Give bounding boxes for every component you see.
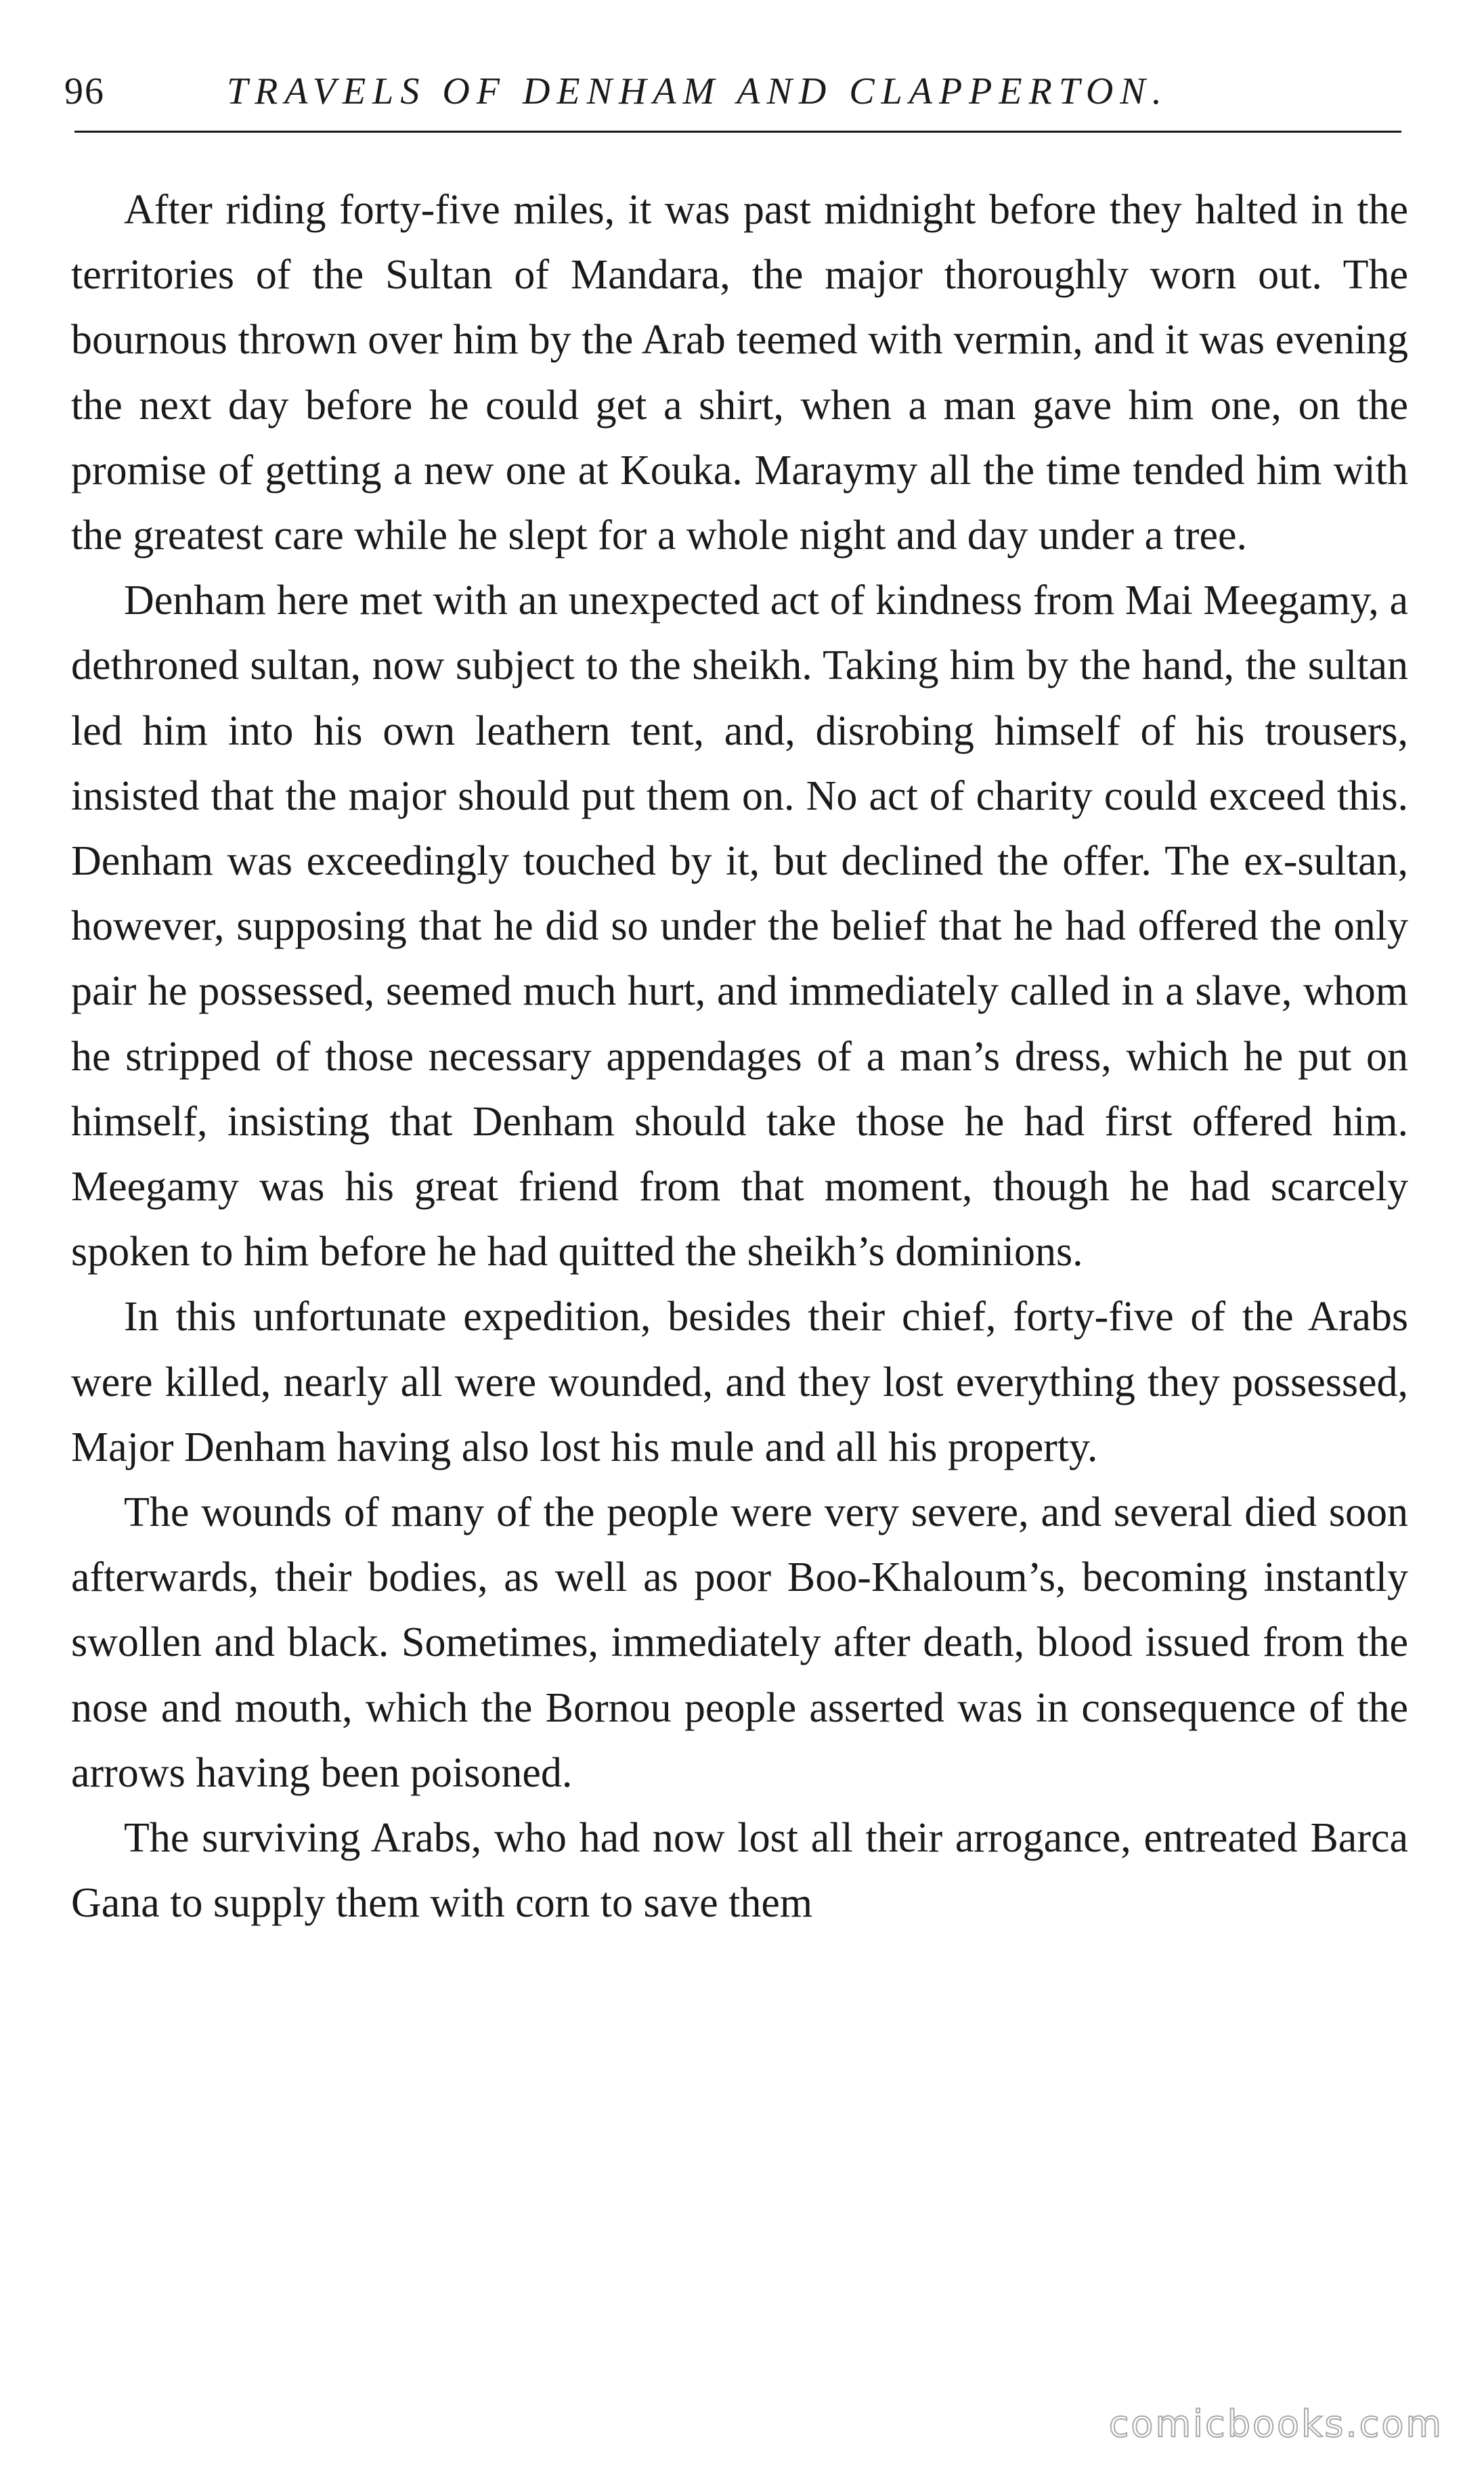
header-rule [74, 131, 1401, 133]
running-head [64, 64, 1425, 118]
paragraph: In this unfortunate expedition, besides their chief, forty-five of the Arabs were killed, nearly all were wounded, and they lost everything they possessed, Major Denham having also lost his mule and all his property. [71, 1294, 1408, 1470]
watermark: comicbooks.com [1108, 2403, 1443, 2445]
body-text [71, 177, 1408, 1936]
running-title: TRAVELS OF DENHAM AND CLAPPERTON. [227, 70, 1169, 112]
page-number: 96 [64, 70, 105, 112]
paragraph: After riding forty-five miles, it was past midnight before they halted in the territories of the Sultan of Mandara, the major thoroughly worn out. The bournous thrown over him by the Arab teemed with vermin, and it was evening the next day before he could get a shirt, when a man gave him one, on the promise of getting a new one at Kouka. Maraymy all the time tended him with the greatest care while he slept for a whole night and day under a tree. [71, 187, 1408, 559]
paragraph: Denham here met with an unexpected act of kindness from Mai Meegamy, a dethroned sultan, now subject to the sheikh. Taking him by the hand, the sultan led him into his own leathern tent, and, disrobing himself of his trousers, insisted that the major should put them on. No act of charity could exceed this. Denham was exceedingly touched by it, but declined the offer. The ex-sultan, however, supposing that he did so under the belief that he had offered the only pair he possessed, seemed much hurt, and immediately called in a slave, whom he stripped of those necessary appendages of a man’s dress, which he put on himself, insisting that Denham should take those he had first offered him. Meegamy was his great friend from that moment, though he had scarcely spoken to him before he had quitted the sheikh’s dominions. [71, 577, 1408, 1275]
paragraph: The wounds of many of the people were very severe, and several died soon afterwards, their bodies, as well as poor Boo-Khaloum’s, becoming instantly swollen and black. Sometimes, immediately after death, blood issued from the nose and mouth, which the Bornou people asserted was in consequence of the arrows having been poisoned. [71, 1489, 1408, 1796]
paragraph: The surviving Arabs, who had now lost all their arrogance, entreated Barca Gana to supply them with corn to save them [71, 1815, 1408, 1927]
